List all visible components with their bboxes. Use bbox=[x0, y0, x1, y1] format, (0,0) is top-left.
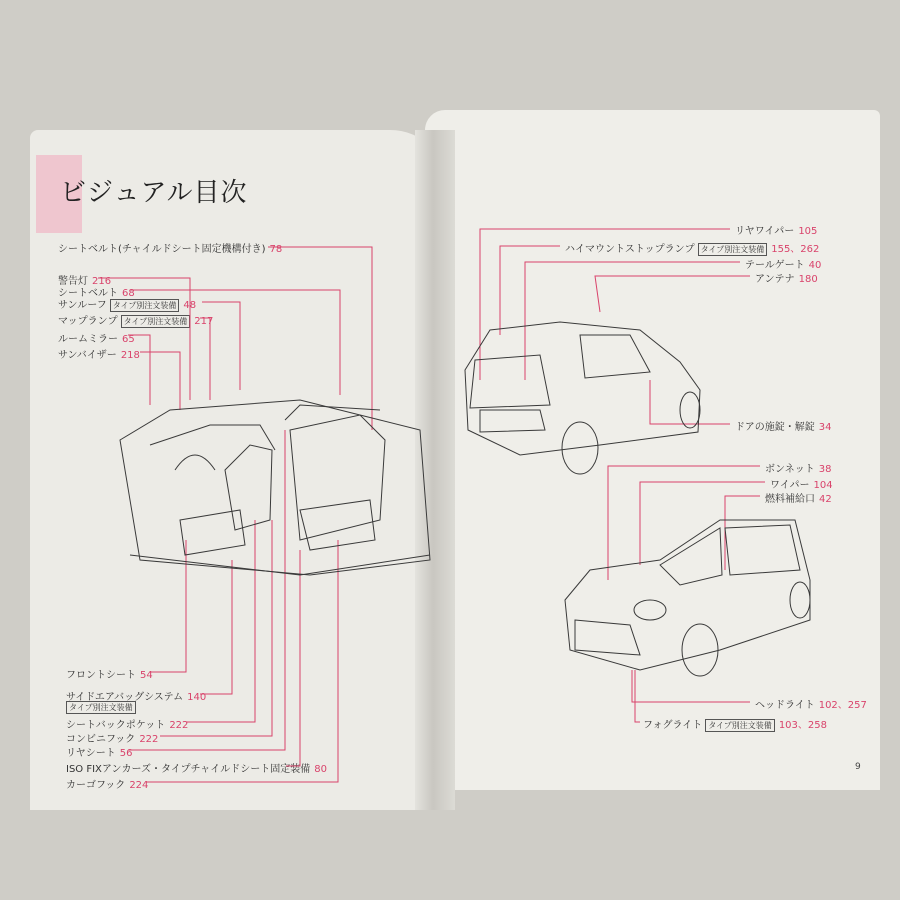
label-antenna: アンテナ 180 bbox=[755, 274, 818, 285]
label-door-lock: ドアの施錠・解錠 34 bbox=[735, 422, 832, 433]
label-warning-light: 警告灯 216 bbox=[58, 276, 112, 287]
label-front-seat: フロントシート 54 bbox=[66, 670, 153, 681]
label-airbag-tag: タイプ別注文装備 bbox=[66, 701, 136, 714]
label-map-lamp: マップランプ タイプ別注文装備 217 bbox=[58, 316, 214, 327]
label-bonnet: ボンネット 38 bbox=[765, 464, 832, 475]
label-seatbelt-child: シートベルト(チャイルドシート固定機構付き) 78 bbox=[58, 244, 283, 255]
label-fog-light: フォグライト タイプ別注文装備 103、258 bbox=[643, 720, 827, 731]
label-room-mirror: ルームミラー 65 bbox=[58, 334, 135, 345]
page-title: ビジュアル目次 bbox=[60, 178, 248, 208]
label-tailgate: テールゲート 40 bbox=[745, 260, 822, 271]
label-rear-wiper: リヤワイパー 105 bbox=[735, 226, 818, 237]
label-seatbelt: シートベルト 68 bbox=[58, 288, 135, 299]
label-fuel-filler: 燃料補給口 42 bbox=[765, 494, 832, 505]
label-sun-visor: サンバイザー 218 bbox=[58, 350, 140, 361]
label-isofix: ISO FIXアンカーズ・タイプチャイルドシート固定装備 80 bbox=[66, 764, 327, 775]
label-cargo-hook: カーゴフック 224 bbox=[66, 780, 149, 791]
page-number: 9 bbox=[855, 762, 861, 772]
label-sunroof: サンルーフ タイプ別注文装備 48 bbox=[58, 300, 197, 311]
label-wiper: ワイパー 104 bbox=[770, 480, 833, 491]
label-convenience-hook: コンビニフック 222 bbox=[66, 734, 159, 745]
label-side-airbag: サイドエアバッグシステム 140 bbox=[66, 692, 207, 703]
label-rear-seat: リヤシート 56 bbox=[66, 748, 133, 759]
label-headlight: ヘッドライト 102、257 bbox=[755, 700, 867, 711]
label-high-mount-stop: ハイマウントストップランプ タイプ別注文装備 155、262 bbox=[565, 244, 820, 255]
label-seatback-pocket: シートバックポケット 222 bbox=[66, 720, 189, 731]
